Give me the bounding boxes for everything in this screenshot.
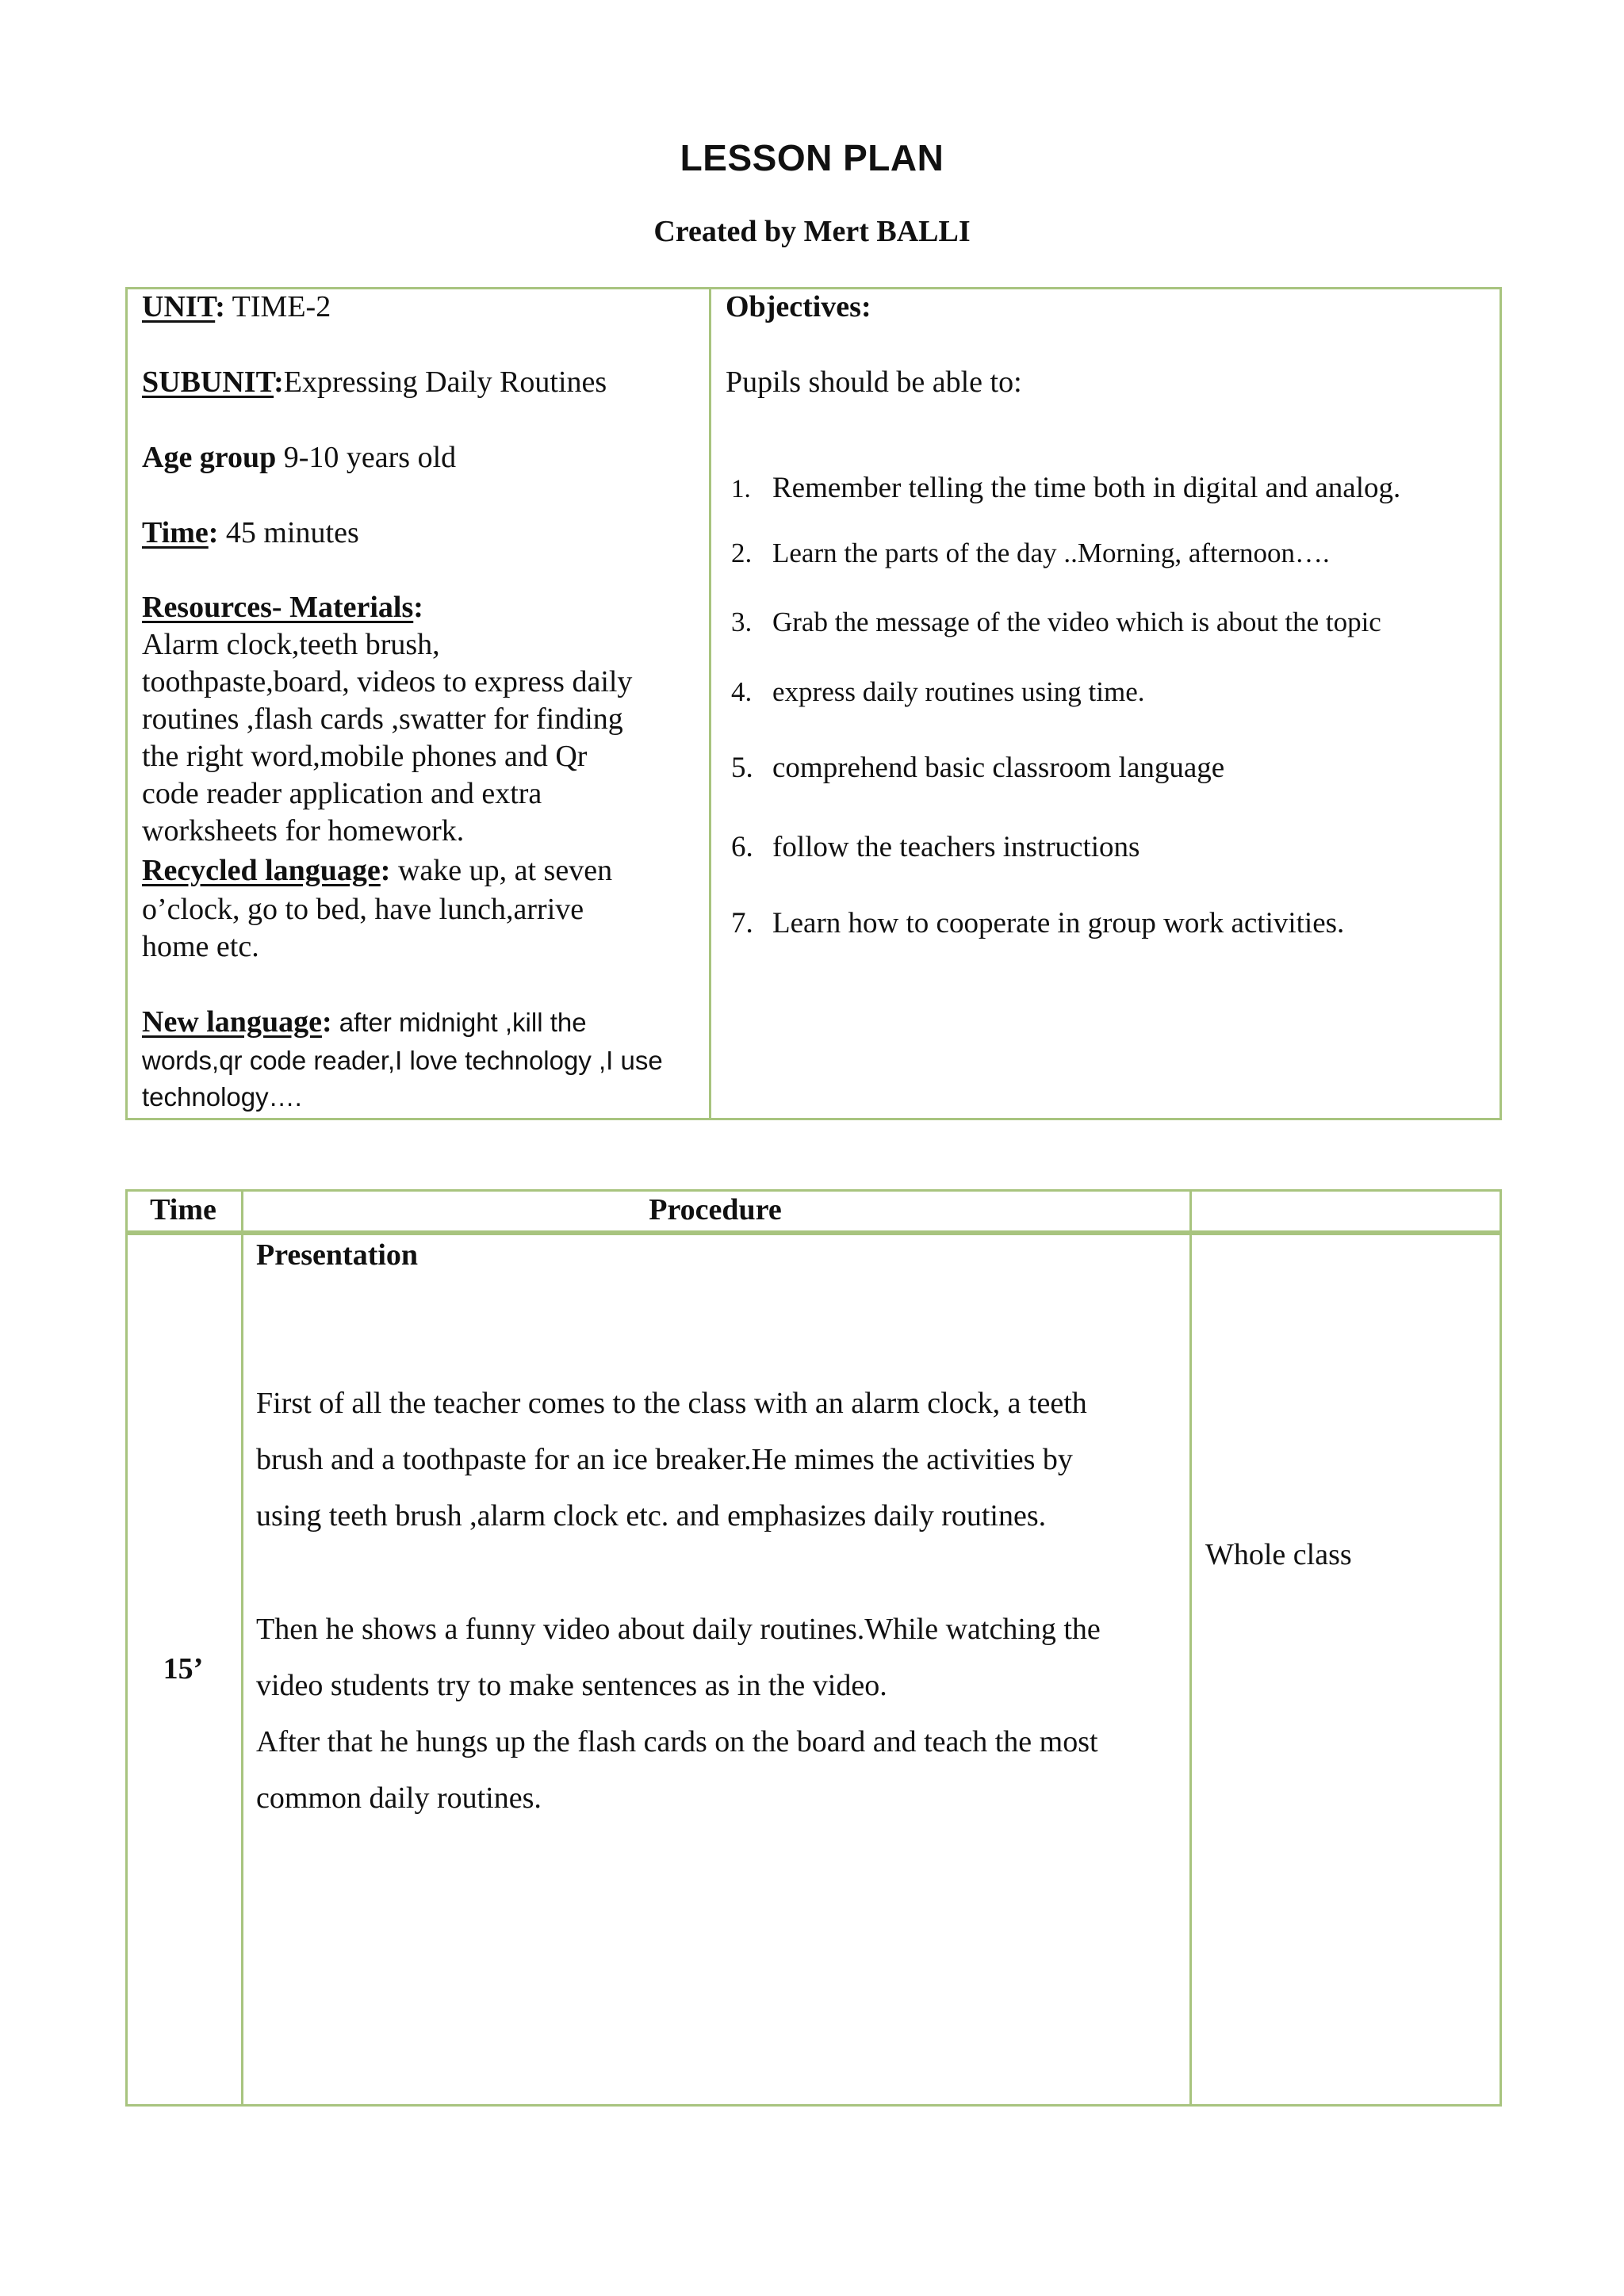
procedure-column-header: Procedure [649,1193,782,1226]
procedure-line: First of all the teacher comes to the class with an alarm clock, a teeth [256,1387,1087,1420]
resources-heading: Resources- Materials: [142,591,423,624]
age-group-line [142,439,456,476]
procedure-line: After that he hungs up the flash cards on the board and teach the most [256,1725,1098,1758]
row-time: 15’ [163,1652,204,1686]
presentation-heading: Presentation [256,1238,419,1272]
objective-item: 2. Learn the parts of the day ..Morning, afternoon…. [731,538,1330,568]
procedure-line: video students try to make sentences as in the video. [256,1669,887,1702]
recycled-language-label: Recycled language [142,854,381,887]
age-group-label: Age group [142,441,277,474]
resources-line: toothpaste,board, videos to express daily [142,665,633,698]
subunit-line: SUBUNIT:Expressing Daily Routines [142,365,607,399]
resources-line: code reader application and extra [142,777,542,810]
time-line: Time: 45 minutes [142,516,359,549]
procedure-table-divider [1189,1189,1192,2107]
new-language-label: New language [142,1005,322,1039]
procedure-line: Then he shows a funny video about daily routines.While watching the [256,1613,1101,1646]
objective-item: 3. Grab the message of the video which is about the topic [731,607,1381,637]
resources-line: routines ,flash cards ,swatter for finding [142,702,623,736]
resources-label: Resources- Materials [142,591,414,624]
page-subtitle: Created by Mert BALLI [653,215,971,248]
procedure-table-divider [241,1189,243,2107]
procedure-line: brush and a toothpaste for an ice breaker.He mimes the activities by [256,1443,1073,1476]
new-language-line: New language: after midnight ,kill the [142,1005,587,1039]
procedure-table-header-rule [125,1230,1502,1235]
objective-item: 6. follow the teachers instructions [731,831,1140,863]
new-language-line: technology…. [142,1082,302,1112]
page-title: LESSON PLAN [680,137,944,178]
objectives-intro: Pupils should be able to: [726,365,1022,399]
subunit-value: Expressing Daily Routines [283,365,607,399]
procedure-line: using teeth brush ,alarm clock etc. and emphasizes daily routines. [256,1499,1047,1533]
time-label: Time [142,516,209,549]
unit-line: UNIT: TIME-2 [142,290,331,323]
procedure-line: common daily routines. [256,1781,542,1815]
objective-item: 5. comprehend basic classroom language [731,752,1225,784]
recycled-language-value: wake up, at seven [390,854,613,887]
unit-value: TIME-2 [224,290,331,323]
objective-item: 4. express daily routines using time. [731,676,1145,707]
objectives-heading: Objectives: [726,290,871,323]
age-group-value: 9-10 years old [276,441,457,474]
recycled-language-line: Recycled language: wake up, at seven [142,854,613,887]
unit-label: UNIT [142,290,216,323]
new-language-value: after midnight ,kill the [331,1008,587,1037]
recycled-language-line: home etc. [142,930,259,963]
resources-line: worksheets for homework. [142,814,465,848]
procedure-table [125,1189,1502,2107]
time-column-header: Time [150,1193,216,1226]
interaction-value: Whole class [1205,1538,1352,1571]
resources-line: Alarm clock,teeth brush, [142,628,440,661]
objective-item: 1. Remember telling the time both in digital and analog. [731,472,1401,504]
objective-item: 7. Learn how to cooperate in group work activities. [731,907,1345,939]
new-language-line: words,qr code reader,I love technology ,I use [142,1046,663,1075]
time-value: 45 minutes [218,516,359,549]
recycled-language-line: o’clock, go to bed, have lunch,arrive [142,893,584,926]
subunit-label: SUBUNIT [142,365,274,399]
info-table-divider [709,287,711,1120]
resources-line: the right word,mobile phones and Qr [142,740,588,773]
